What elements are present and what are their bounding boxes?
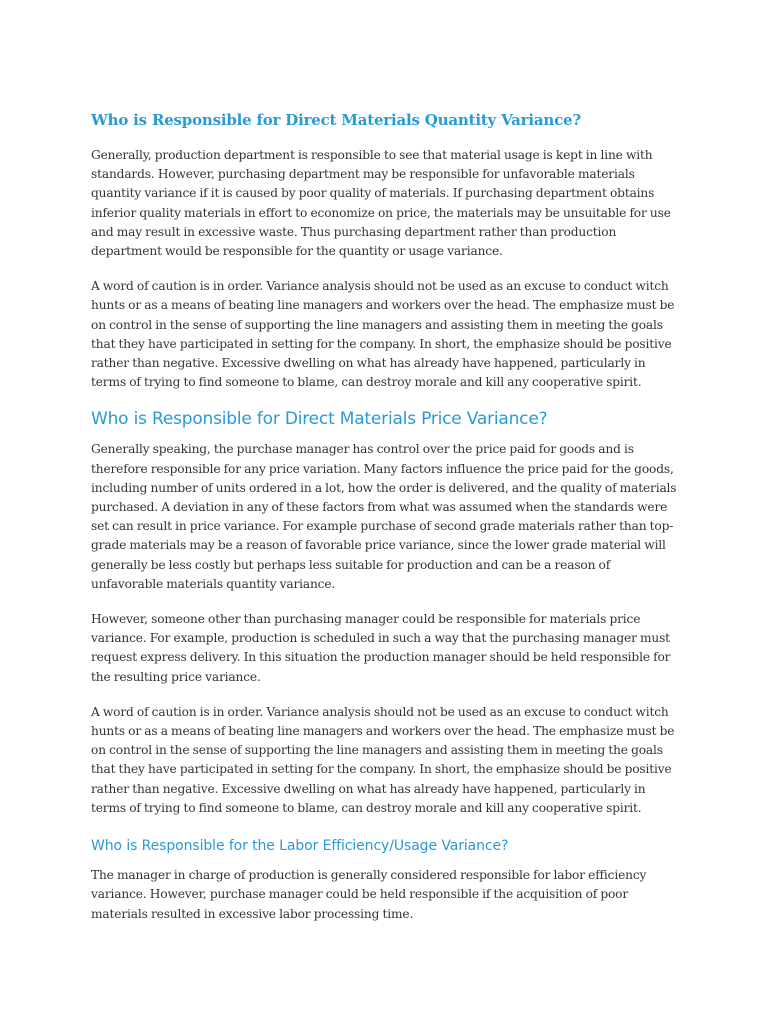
- document-body: [91, 110, 681, 924]
- paragraph-quantity-responsibility: Generally, production department is responsible to see that material usage is kept in line with standards. However, purchasing department may be responsible for unfavorable materials quantity variance if it is caused by poor quality of materials. If purchasing department obtains inferior quality materials in effort to economize on price, the materials may be unsuitable for use and may result in excessive waste. Thus purchasing department rather than production department would be responsible for the quantity or usage variance.: [91, 148, 671, 259]
- paragraph-caution-1: A word of caution is in order. Variance analysis should not be used as an excuse to conduct witch hunts or as a means of beating line managers and workers over the head. The emphasize must be on control in the sense of supporting the line managers and assisting them in meeting the goals that they have participated in setting for the company. In short, the emphasize should be positive rather than negative. Excessive dwelling on what has already have happened, particularly in terms of trying to find someone to blame, can destroy morale and kill any cooperative spirit.: [91, 279, 675, 390]
- paragraph-labor-responsibility: The manager in charge of production is generally considered responsible for labor efficiency variance. However, purchase manager could be held responsible if the acquisition of poor materials resulted in excessive labor processing time.: [91, 868, 647, 921]
- paragraph-caution-2: A word of caution is in order. Variance analysis should not be used as an excuse to conduct witch hunts or as a means of beating line managers and workers over the head. The emphasize must be on control in the sense of supporting the line managers and assisting them in meeting the goals that they have participated in setting for the company. In short, the emphasize should be positive rather than negative. Excessive dwelling on what has already have happened, particularly in terms of trying to find someone to blame, can destroy morale and kill any cooperative spirit.: [91, 704, 675, 815]
- heading-quantity-variance: Who is Responsible for Direct Materials Quantity Variance?: [91, 111, 581, 129]
- heading-labor-efficiency-variance: Who is Responsible for the Labor Efficiency/Usage Variance?: [91, 838, 509, 855]
- paragraph-price-other-responsible: However, someone other than purchasing manager could be responsible for materials price variance. For example, production is scheduled in such a way that the purchasing manager must request express delivery. In this situation the production manager should be held responsible for the resulting price variance.: [91, 612, 671, 684]
- heading-price-variance: Who is Responsible for Direct Materials Price Variance?: [91, 409, 548, 430]
- paragraph-price-responsibility: Generally speaking, the purchase manager has control over the price paid for goods and is therefore responsible for any price variation. Many factors influence the price paid for the goods, including number of units ordered in a lot, how the order is delivered, and the quality of materials purchased. A deviation in any of these factors from what was assumed when the standards were set can result in price variance. For example purchase of second grade materials rather than top-grade materials may be a reason of favorable price variance, since the lower grade material will generally be less costly but perhaps less suitable for production and can be a reason of unfavorable materials quantity variance.: [91, 442, 677, 591]
